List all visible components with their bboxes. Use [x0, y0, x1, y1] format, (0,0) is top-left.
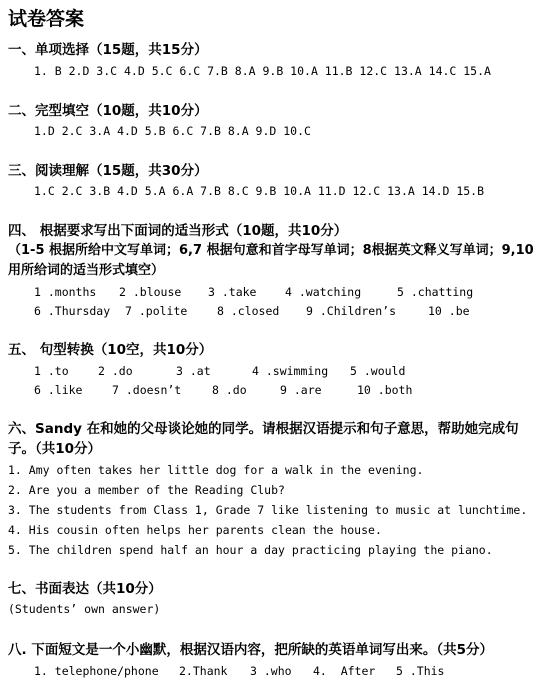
section-5-row-2: [0, 381, 547, 399]
section-6-heading: 六、Sandy 在和她的父母谈论她的同学。请根据汉语提示和句子意思，帮助她完成句子。（共10分）: [8, 421, 519, 457]
section-4-heading: 四、 根据要求写出下面词的适当形式（10题，共10分）: [8, 223, 348, 239]
section-3-heading: 三、阅读理解（15题，共30分）: [8, 163, 208, 179]
answer-item: 5 .chatting: [397, 285, 474, 299]
section-7-heading: 七、书面表达（共10分）: [8, 581, 162, 597]
section-4-note: （1-5 根据所给中文写单词；6,7 根据句意和首字母写单词；8根据英文释义写单词；9,10用所给词的适当形式填空）: [8, 243, 534, 278]
answer-item: 3 .at: [176, 364, 211, 378]
answer-item: 9 .are: [280, 383, 322, 397]
answer-item: 7 .polite: [125, 304, 188, 318]
answer-item: 3 .take: [208, 285, 257, 299]
answer-item: 5 .This: [396, 664, 445, 678]
section-5-row-1: [0, 362, 547, 380]
page-title: 试卷答案: [8, 8, 85, 30]
answer-item: 1 .months: [34, 285, 97, 299]
section-5-heading: 五、 句型转换（10空，共10分）: [8, 342, 213, 358]
section-3-answers: 1.C 2.C 3.B 4.D 5.A 6.A 7.B 8.C 9.B 10.A 11.D 12.C 13.A 14.D 15.B: [34, 184, 485, 198]
answer-item: 2 .blouse: [119, 285, 182, 299]
sentence-item: 4. His cousin often helps her parents clean the house.: [8, 523, 382, 537]
section-2-heading: 二、完型填空（10题，共10分）: [8, 103, 208, 119]
answer-item: 1 .to: [34, 364, 69, 378]
sentence-item: 1. Amy often takes her little dog for a walk in the evening.: [8, 463, 424, 477]
answer-item: 6 .Thursday: [34, 304, 111, 318]
answer-item: 2.Thank: [179, 664, 228, 678]
answer-item: 8 .closed: [217, 304, 280, 318]
answer-item: 1. telephone/phone: [34, 664, 159, 678]
answer-item: 4 .swimming: [252, 364, 329, 378]
answer-item: 8 .do: [212, 383, 247, 397]
section-1-answers: 1. B 2.D 3.C 4.D 5.C 6.C 7.B 8.A 9.B 10.A 11.B 12.C 13.A 14.C 15.A: [34, 64, 491, 78]
answer-item: 6 .like: [34, 383, 83, 397]
section-8-heading: 八. 下面短文是一个小幽默，根据汉语内容，把所缺的英语单词写出来。（共5分）: [8, 642, 493, 658]
sentence-item: 5. The children spend half an hour a day practicing playing the piano.: [8, 543, 493, 557]
answer-item: 10 .both: [357, 383, 413, 397]
section-7-answer: (Students’ own answer): [8, 602, 161, 616]
answer-item: 4 .watching: [285, 285, 362, 299]
answer-item: 9 .Children’s: [306, 304, 397, 318]
answer-item: 3 .who: [250, 664, 292, 678]
section-4-row-1: [0, 283, 547, 301]
section-4-row-2: [0, 302, 547, 320]
answer-item: 10 .be: [428, 304, 470, 318]
section-1-heading: 一、单项选择（15题，共15分）: [8, 42, 208, 58]
answer-item: 5 .would: [350, 364, 406, 378]
section-8-row: [0, 662, 547, 680]
answer-item: 4. After: [313, 664, 376, 678]
answer-item: 7 .doesn’t: [112, 383, 182, 397]
sentence-item: 3. The students from Class 1, Grade 7 like listening to music at lunchtime.: [8, 503, 528, 517]
section-2-answers: 1.D 2.C 3.A 4.D 5.B 6.C 7.B 8.A 9.D 10.C: [34, 124, 311, 138]
answer-item: 2 .do: [98, 364, 133, 378]
sentence-item: 2. Are you a member of the Reading Club?: [8, 483, 285, 497]
